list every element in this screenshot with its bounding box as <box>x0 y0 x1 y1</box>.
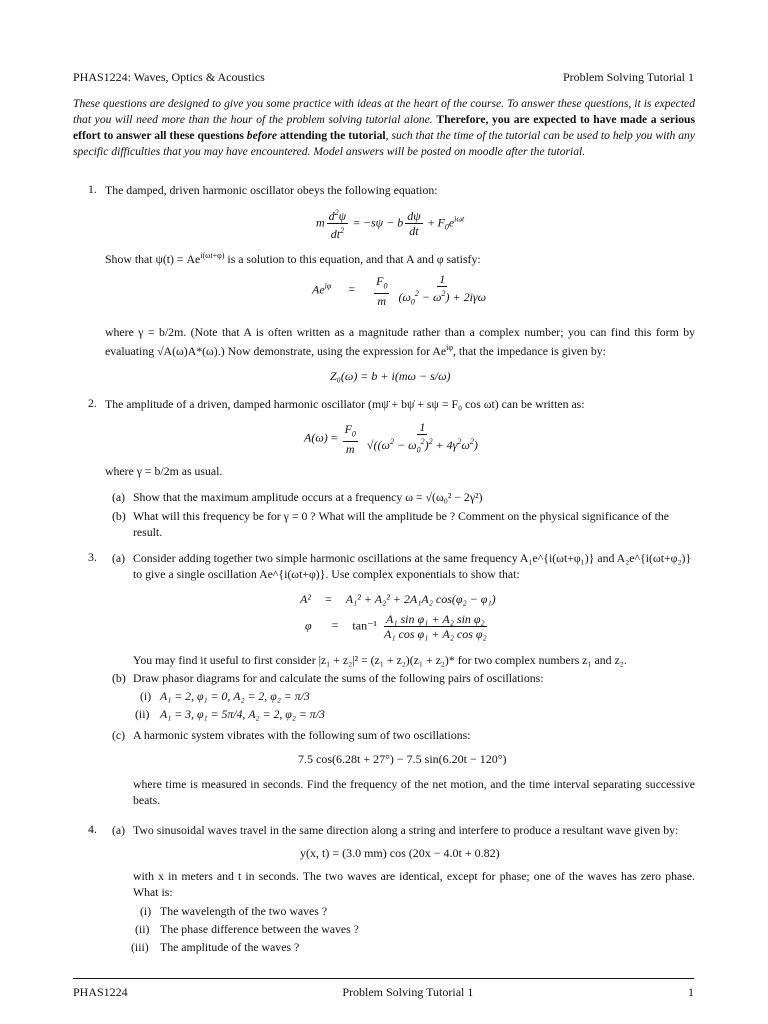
footer-title: Problem Solving Tutorial 1 <box>342 985 474 999</box>
q4-ii: The phase difference between the waves ? <box>160 922 359 936</box>
q1-number: 1. <box>88 182 97 196</box>
q1-amplitude-equation: $Ae^{i\varphi}$ = $\frac{F_0}{m}$ $\frac{1}{(\omega_0^2 - \omega^2) + 2i\gamma\omega}$ <box>312 272 487 308</box>
intro-bold: Therefore, you are expected to have made a serious effort to answer all these questions <box>73 113 696 142</box>
q2-equation: A(ω) = $\frac{F_0}{m}$ $\frac{1}{√((\omega^2 - \omega_0^2)^2 + 4\gamma^2\omega^2)}$ <box>304 420 478 456</box>
page-footer <box>73 978 694 1000</box>
intro-bold-2: attending the tutorial <box>279 129 386 142</box>
header-title: Problem Solving Tutorial 1 <box>562 70 694 84</box>
q2-b-text: What will this frequency be for γ = 0 ? What will the amplitude be ? Comment on the physical significance of the result. <box>133 509 670 539</box>
q2-a-label: (a) <box>112 490 126 504</box>
q3-b-label: (b) <box>112 671 126 685</box>
q3-c-after: where time is measured in seconds. Find the frequency of the net motion, and the time interval separating successive beats. <box>133 777 695 807</box>
q3-hint: You may find it useful to first consider |z₁ + z₂|² = (z₁ + z₂)(z₁ + z₂)* for two complex numbers z₁ and z₂. <box>133 653 627 667</box>
intro-text: These questions are designed to give you some practice with ideas at the heart of the course. To answer these questions, it is expected that you will need more than the hour of the problem solving tutorial alone. <box>73 97 695 126</box>
page-header <box>73 70 694 85</box>
header-course: PHAS1224: Waves, Optics & Acoustics <box>73 70 265 84</box>
intro-paragraph <box>73 96 695 160</box>
q4-a-equation: y(x, t) = (3.0 mm) cos (20x − 4.0t + 0.82) <box>300 846 500 860</box>
intro-text-2: , such that the time of the tutorial can be used to help you with any specific difficulties that you may have encountered. Model answers will be posted on moodle after the tutorial. <box>73 129 695 158</box>
q4-i: The wavelength of the two waves ? <box>160 904 328 918</box>
footer-course: PHAS1224 <box>73 985 128 999</box>
q1-show: Show that $\psi(t) = Ae^{i(\omega t+\varphi)}$ is a solution to this equation, and that A and φ satisfy: <box>105 251 481 266</box>
q3-c-equation: 7.5 cos(6.28t + 27°) − 7.5 sin(6.20t − 120°) <box>298 752 507 766</box>
q3-b-i-label: (i) <box>140 689 152 703</box>
q4-a-label: (a) <box>112 823 126 837</box>
q3-b-i: A₁ = 2, φ₁ = 0, A₂ = 2, φ₂ = π/3 <box>160 689 310 703</box>
q1-where: where γ = b/2m. (Note that A is often written as a magnitude rather than a complex number; you can find this form by evaluating √A(ω)A*(ω).) Now demonstrate, using the expression for $Ae^{i\varphi}$, that the impedance is given by: <box>105 325 695 358</box>
q4-a-text: Two sinusoidal waves travel in the same direction along a string and interfere to produce a resultant wave given by: <box>133 823 679 837</box>
q2-number: 2. <box>88 396 97 410</box>
q3-a-label: (a) <box>112 551 126 565</box>
q4-number: 4. <box>88 822 97 836</box>
q1-text: The damped, driven harmonic oscillator obeys the following equation: <box>105 183 438 197</box>
q3-c-text: A harmonic system vibrates with the following sum of two oscillations: <box>133 728 471 742</box>
q2-a-text: Show that the maximum amplitude occurs at a frequency ω = √(ω₀² − 2γ²) <box>133 490 483 504</box>
q4-i-label: (i) <box>140 904 152 918</box>
q3-b-text: Draw phasor diagrams for and calculate the sums of the following pairs of oscillations: <box>133 671 544 685</box>
q3-number: 3. <box>88 550 97 564</box>
q4-iii-label: (iii) <box>131 940 149 954</box>
page-number: 1 <box>688 985 694 999</box>
q1-impedance: Z₀(ω) = b + i(mω − s/ω) <box>330 369 451 383</box>
q3-b-ii-label: (ii) <box>135 707 150 721</box>
q2-text: The amplitude of a driven, damped harmonic oscillator (mψ̈ + bψ̇ + sψ = F₀ cos ωt) can be written as: <box>105 397 585 411</box>
q3-equation-2: φ = tan⁻¹ $\frac{\text{A₁ sin φ₁ + A₂ sin φ₂}}{\text{A₁ cos φ₁ + A₂ cos φ₂}}$ <box>305 612 487 641</box>
q2-b-label: (b) <box>112 509 126 523</box>
q1-equation: m $\frac{d^2\psi}{dt^2}$ = −sψ − b $\frac{d\psi}{dt}$ + $F_0e^{i\omega t}$ <box>316 208 465 241</box>
q3-equation-1: A² = A₁² + A₂² + 2A₁A₂ cos(φ₂ − φ₁) <box>300 592 496 606</box>
intro-emphasis: before <box>246 129 278 142</box>
q4-ii-label: (ii) <box>135 922 150 936</box>
q3-c-label: (c) <box>112 728 126 742</box>
q3-a-text: Consider adding together two simple harmonic oscillations at the same frequency A₁e^{i(ωt+φ₁)} and A₂e^{i(ωt+φ₂)} to give a single oscillation Ae^{i(ωt+φ)}. Use complex exponentials to show that: <box>133 551 692 581</box>
q2-where: where γ = b/2m as usual. <box>105 464 223 478</box>
q4-a-after: with x in meters and t in seconds. The two waves are identical, except for phase; one of the waves has zero phase. What is: <box>133 869 695 899</box>
q4-iii: The amplitude of the waves ? <box>160 940 300 954</box>
q3-b-ii: A₁ = 3, φ₁ = 5π/4, A₂ = 2, φ₂ = π/3 <box>160 707 325 721</box>
